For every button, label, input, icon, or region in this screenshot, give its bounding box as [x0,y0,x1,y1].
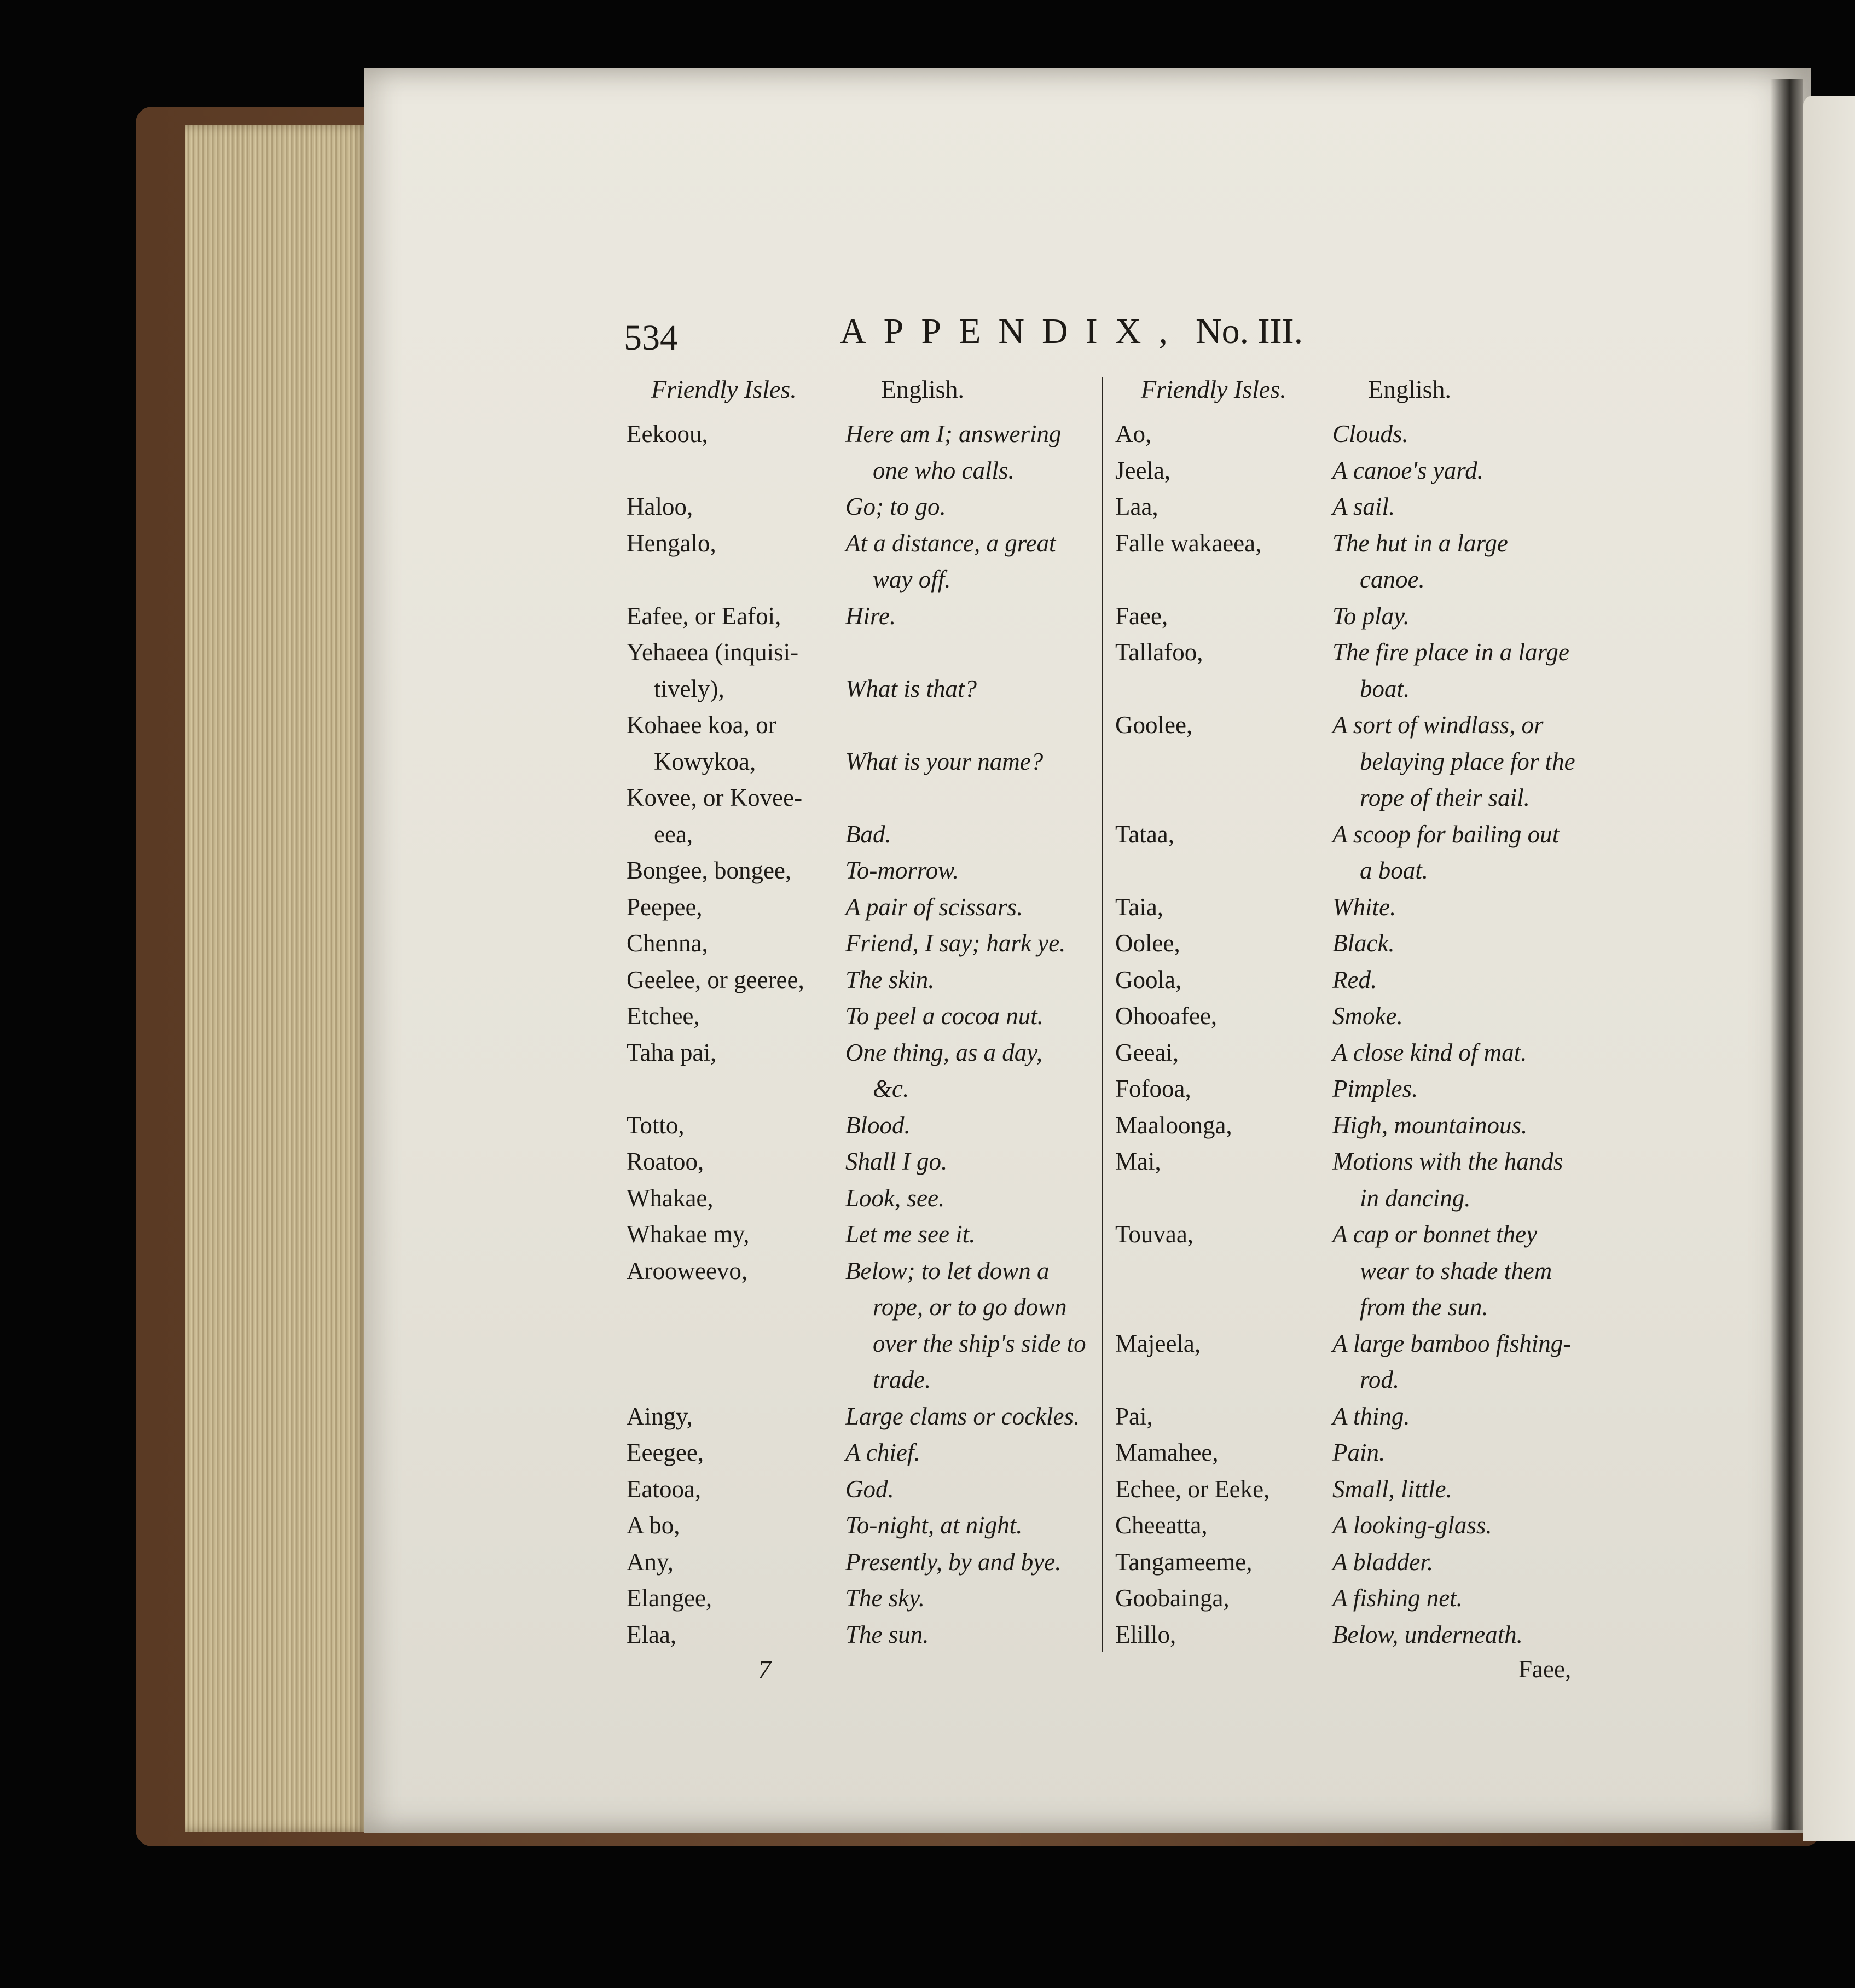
native-term: Elaa, [627,1620,677,1648]
native-term: Roatoo, [627,1148,704,1175]
english-gloss: To-night, at night. [845,1512,1023,1539]
english-gloss: Bad. [845,820,891,848]
english-gloss: A large bamboo fishing- [1332,1329,1572,1357]
native-term: Any, [627,1548,674,1576]
native-term: Geeai, [1115,1038,1179,1066]
english-gloss: A cap or bonnet they [1332,1220,1538,1248]
english-gloss: White. [1332,893,1396,921]
native-term: Haloo, [627,493,693,520]
native-term: Hengalo, [627,529,716,557]
native-term: Eekoou, [627,420,708,447]
native-term: Chenna, [627,929,708,957]
page-edges [185,125,368,1832]
native-term: Elillo, [1115,1620,1176,1648]
native-term: Whakae my, [627,1220,750,1248]
english-gloss: Black. [1332,929,1395,957]
native-term: Oolee, [1115,929,1180,957]
english-gloss: One thing, as a day, [845,1038,1042,1066]
english-gloss: A close kind of mat. [1332,1038,1527,1066]
native-term: Kovee, or Kovee- [627,784,803,811]
running-head-number: No. III. [1196,311,1303,351]
english-gloss: A sort of windlass, or [1332,711,1544,739]
english-gloss: Presently, by and bye. [845,1548,1062,1576]
native-term: Falle wakaeea, [1115,529,1262,557]
english-gloss: over the ship's side to [873,1329,1086,1357]
english-gloss: Pimples. [1332,1075,1418,1102]
native-term: Faee, [1115,602,1168,630]
native-term: Fofooa, [1115,1075,1191,1102]
english-gloss: What is that? [845,675,977,702]
english-gloss: trade. [873,1366,931,1393]
english-gloss: Look, see. [845,1184,945,1212]
english-gloss: At a distance, a great [845,529,1056,557]
english-gloss: rope, or to go down [873,1293,1067,1321]
english-gloss: boat. [1360,675,1410,702]
english-gloss: Friend, I say; hark ye. [845,929,1066,957]
native-term: tively), [654,675,724,702]
english-gloss: Below; to let down a [845,1257,1050,1284]
native-term: Majeela, [1115,1329,1201,1357]
english-gloss: one who calls. [873,456,1015,484]
native-term: Tangameeme, [1115,1548,1253,1576]
english-gloss: The skin. [845,966,935,993]
native-term: Ohooafee, [1115,1002,1218,1030]
english-gloss: Clouds. [1332,420,1408,447]
english-gloss: The sun. [845,1620,929,1648]
english-gloss: To play. [1332,602,1410,630]
native-term: Peepee, [627,893,703,921]
english-gloss: canoe. [1360,566,1425,593]
native-term: Eafee, or Eafoi, [627,602,781,630]
native-term: Taha pai, [627,1038,717,1066]
column-divider [1102,377,1103,1652]
native-term: Tallafoo, [1115,638,1203,666]
catchword: Faee, [1518,1655,1572,1683]
right-english-heading: English. [1368,375,1452,403]
native-term: Pai, [1115,1402,1153,1430]
english-gloss: Go; to go. [845,493,946,520]
english-gloss: Small, little. [1332,1475,1452,1503]
native-term: Eeegee, [627,1439,704,1466]
native-term: Goobainga, [1115,1584,1230,1612]
native-term: Bongee, bongee, [627,857,792,884]
english-gloss: Shall I go. [845,1148,948,1175]
native-term: Totto, [627,1111,685,1139]
english-gloss: rod. [1360,1366,1400,1393]
english-gloss: A canoe's yard. [1332,456,1483,484]
english-gloss: High, mountainous. [1332,1111,1528,1139]
english-gloss: belaying place for the [1360,747,1575,775]
native-term: Kohaee koa, or [627,711,776,739]
english-gloss: Hire. [845,602,896,630]
native-term: Etchee, [627,1002,700,1030]
english-gloss: A thing. [1332,1402,1410,1430]
english-gloss: The sky. [845,1584,925,1612]
native-term: Taia, [1115,893,1164,921]
english-gloss: Below, underneath. [1332,1620,1523,1648]
english-gloss: A chief. [845,1439,920,1466]
english-gloss: rope of their sail. [1360,784,1530,811]
native-term: Mai, [1115,1148,1161,1175]
page-gutter [1770,79,1803,1830]
english-gloss: Blood. [845,1111,911,1139]
english-gloss: A looking-glass. [1332,1512,1492,1539]
native-term: Touvaa, [1115,1220,1194,1248]
english-gloss: A pair of scissars. [845,893,1023,921]
english-gloss: in dancing. [1360,1184,1471,1212]
english-gloss: To peel a cocoa nut. [845,1002,1044,1030]
english-gloss: God. [845,1475,894,1503]
english-gloss: Red. [1332,966,1377,993]
signature-mark: 7 [758,1655,771,1684]
native-term: Kowykoa, [654,747,756,775]
native-term: Maaloonga, [1115,1111,1232,1139]
english-gloss: &c. [873,1075,909,1102]
native-term: Aingy, [627,1402,693,1430]
english-gloss: The fire place in a large [1332,638,1569,666]
english-gloss: Motions with the hands [1332,1148,1563,1175]
native-term: eea, [654,820,693,848]
native-term: Ao, [1115,420,1152,447]
english-gloss: a boat. [1360,857,1429,884]
native-term: Mamahee, [1115,1439,1219,1466]
native-term: Tataa, [1115,820,1175,848]
facing-page-edge [1803,96,1855,1841]
english-gloss: A fishing net. [1332,1584,1463,1612]
english-gloss: To-morrow. [845,857,959,884]
english-gloss: Smoke. [1332,1002,1403,1030]
native-term: Laa, [1115,493,1158,520]
english-gloss: What is your name? [845,747,1044,775]
native-term: Whakae, [627,1184,714,1212]
english-gloss: Here am I; answering [845,420,1062,447]
native-term: Cheeatta, [1115,1512,1208,1539]
left-native-heading: Friendly Isles. [651,375,797,403]
native-term: Elangee, [627,1584,712,1612]
english-gloss: A scoop for bailing out [1332,820,1560,848]
running-head-title: APPENDIX, [840,311,1185,351]
english-gloss: way off. [873,566,951,593]
native-term: Goola, [1115,966,1182,993]
native-term: Yehaeea (inquisi- [627,638,799,666]
english-gloss: The hut in a large [1332,529,1508,557]
page-number: 534 [624,318,678,358]
right-native-heading: Friendly Isles. [1141,375,1286,403]
english-gloss: Large clams or cockles. [845,1402,1080,1430]
native-term: A bo, [627,1512,680,1539]
english-gloss: wear to shade them [1360,1257,1552,1284]
native-term: Jeela, [1115,456,1171,484]
english-gloss: A sail. [1332,493,1395,520]
left-english-heading: English. [881,375,965,403]
native-term: Echee, or Eeke, [1115,1475,1270,1503]
english-gloss: Let me see it. [845,1220,976,1248]
native-term: Eatooa, [627,1475,702,1503]
english-gloss: Pain. [1332,1439,1386,1466]
native-term: Goolee, [1115,711,1193,739]
english-gloss: A bladder. [1332,1548,1434,1576]
native-term: Arooweevo, [627,1257,748,1284]
english-gloss: from the sun. [1360,1293,1488,1321]
native-term: Geelee, or geeree, [627,966,804,993]
